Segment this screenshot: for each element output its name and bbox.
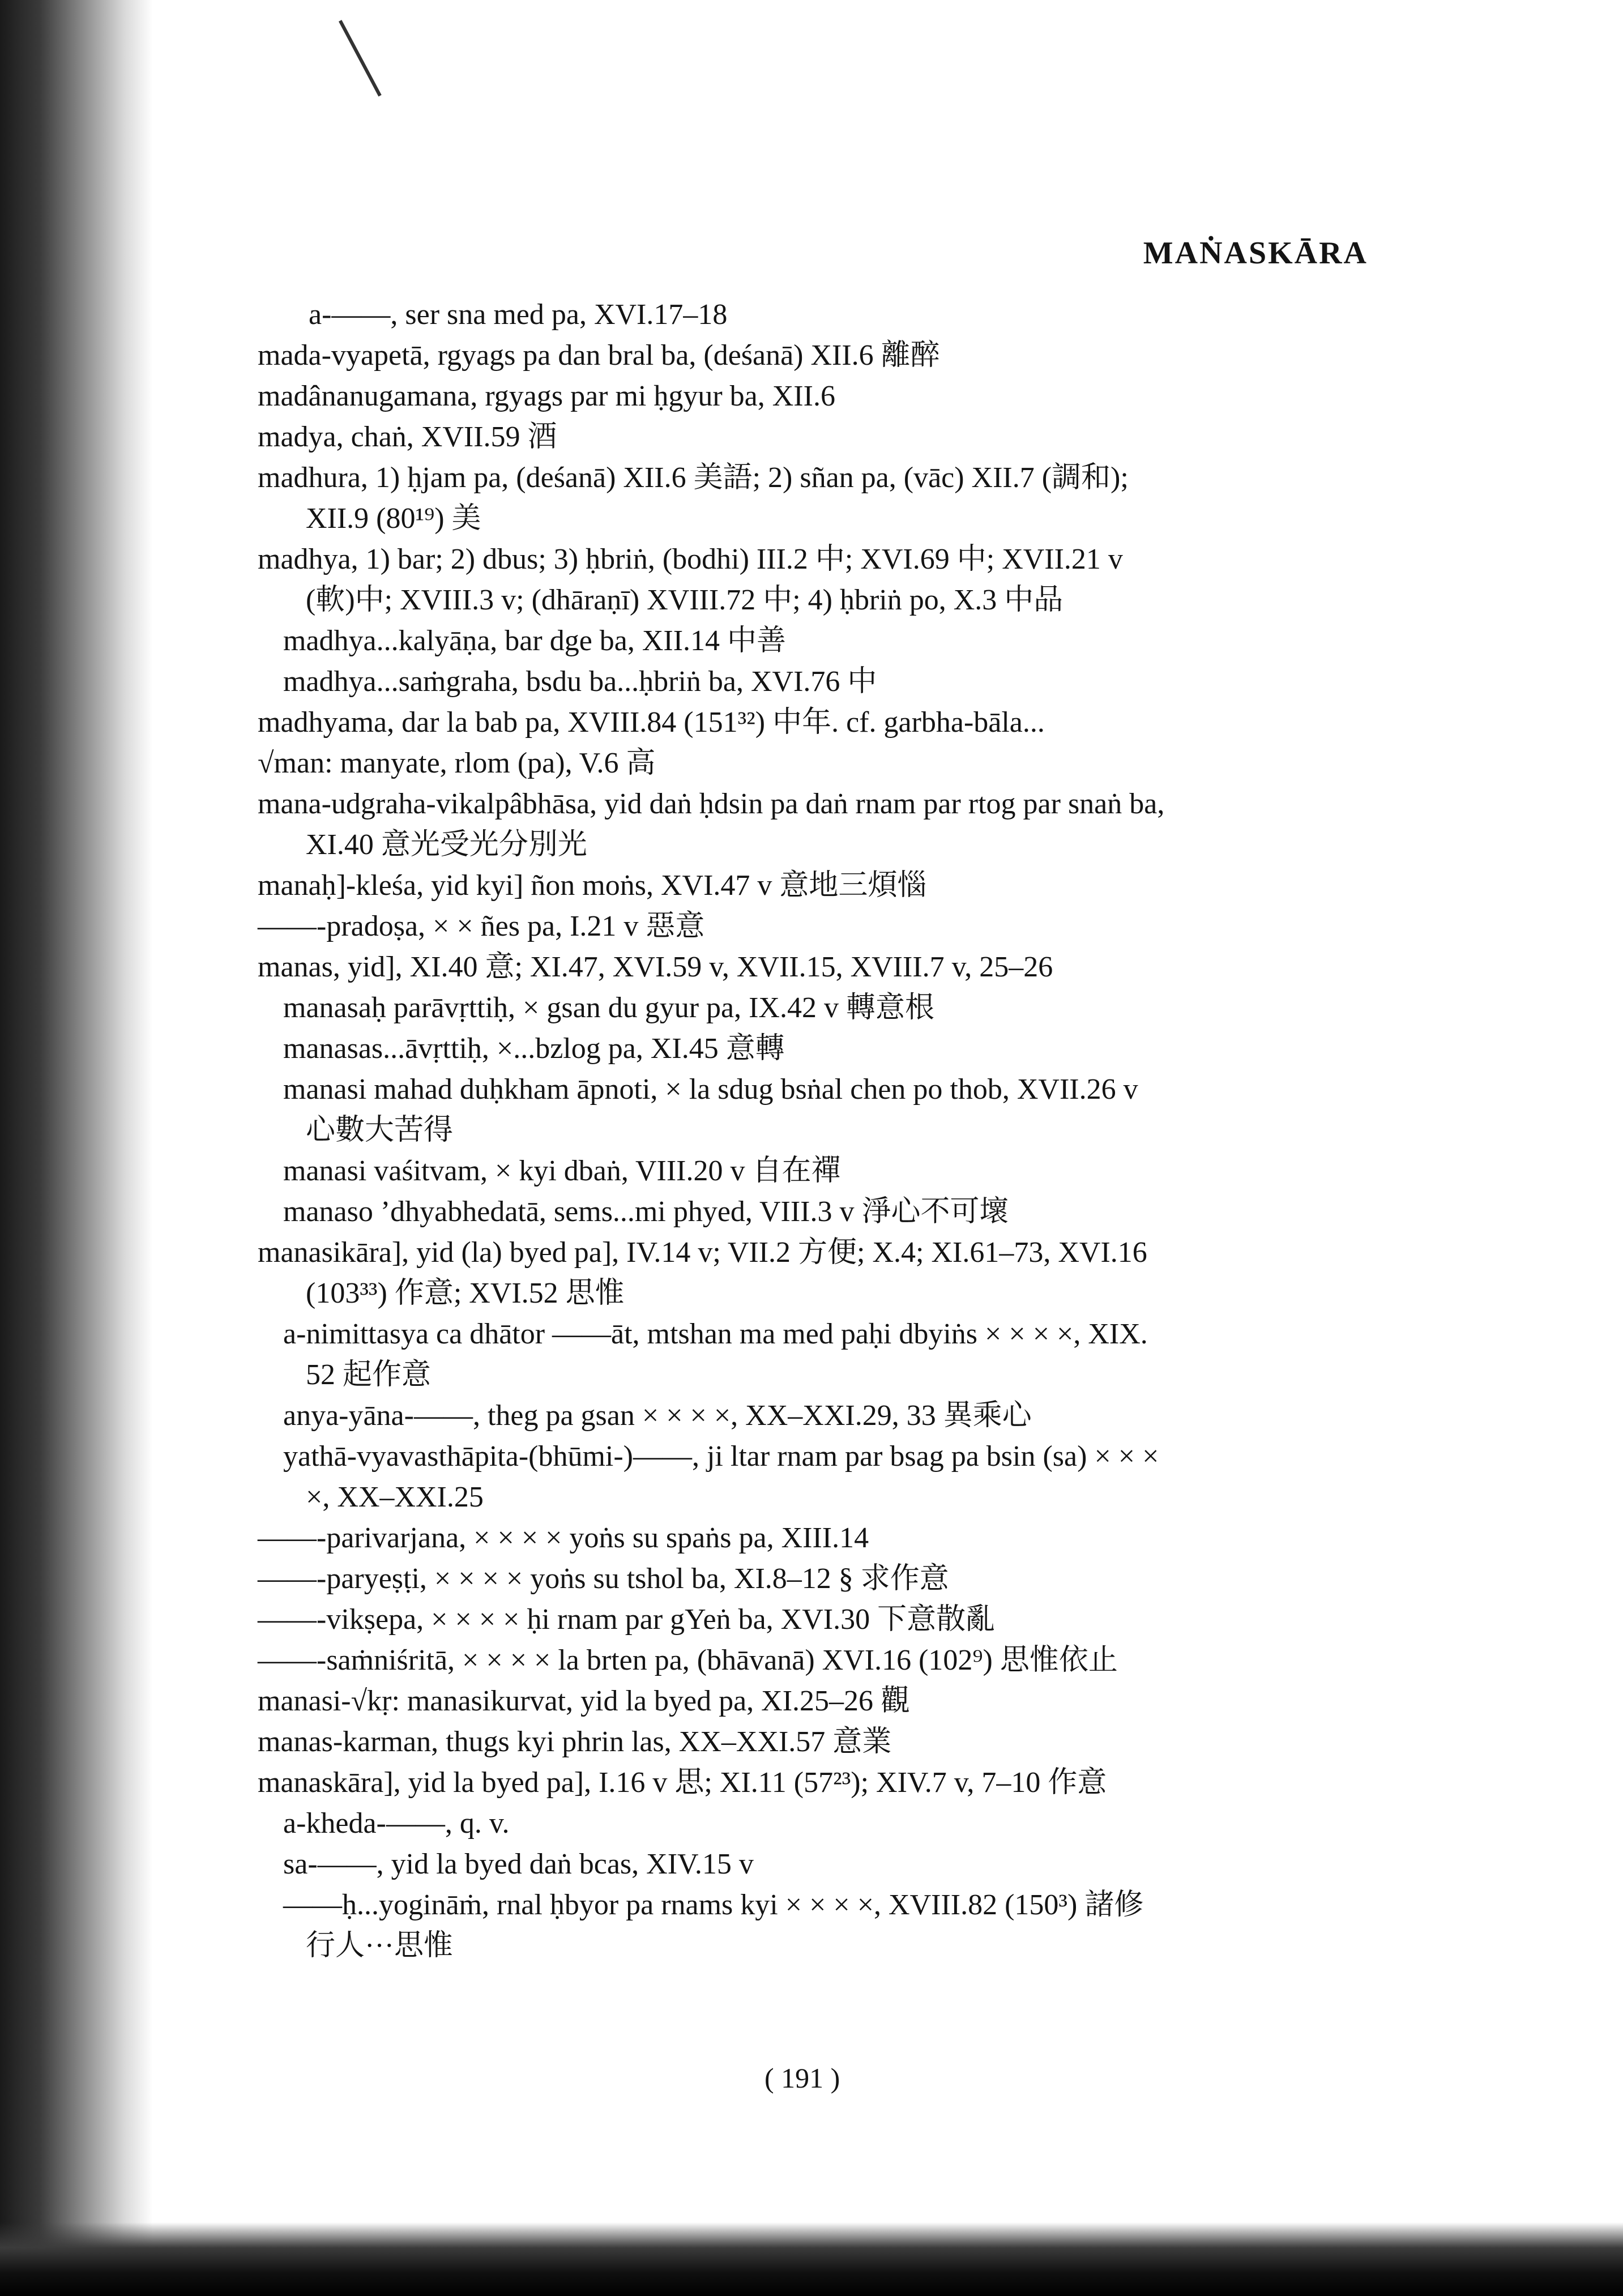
entry-line: manas, yid], XI.40 意; XI.47, XVI.59 v, XVII.15, XVIII.7 v, 25–26: [258, 951, 1053, 983]
entry-line: manas-karman, thugs kyi phrin las, XX–XXI.57 意業: [258, 1726, 892, 1758]
entry-line: manasi vaśitvam, × kyi dbaṅ, VIII.20 v 自在禪: [283, 1155, 841, 1187]
entry-line: (軟)中; XVIII.3 v; (dhāraṇī) XVIII.72 中; 4) ḥbriṅ po, X.3 中品: [306, 584, 1064, 616]
entry-line: ——-paryeṣṭi, × × × × yoṅs su tshol ba, XI.8–12 § 求作意: [258, 1563, 949, 1595]
entry-line: manasi-√kṛ: manasikurvat, yid la byed pa, XI.25–26 觀: [258, 1685, 911, 1717]
dictionary-entries: [258, 295, 1390, 1966]
entry-line: ×, XX–XXI.25: [306, 1481, 484, 1513]
entry-line: a-nimittasya ca dhātor ——āt, mtshan ma med paḥi dbyiṅs × × × ×, XIX.: [283, 1318, 1148, 1350]
entry-line: ——-vikṣepa, × × × × ḥi rnam par gYeṅ ba, XVI.30 下意散亂: [258, 1603, 996, 1636]
entry-line: mada-vyapetā, rgyags pa dan bral ba, (deśanā) XII.6 離醉: [258, 339, 940, 372]
entry-line: ——ḥ...yogināṁ, rnal ḥbyor pa rnams kyi × × × ×, XVIII.82 (150³) 諸修: [283, 1889, 1144, 1921]
entry-line: madhya, 1) bar; 2) dbus; 3) ḥbriṅ, (bodhi) III.2 中; XVI.69 中; XVII.21 v: [258, 543, 1123, 575]
entry-line: √man: manyate, rlom (pa), V.6 高: [258, 747, 656, 779]
entry-line: yathā-vyavasthāpita-(bhūmi-)——, ji ltar rnam par bsag pa bsin (sa) × × ×: [283, 1440, 1159, 1473]
entry-line: a-——, ser sna med pa, XVI.17–18: [309, 298, 728, 331]
entry-line: anya-yāna-——, theg pa gsan × × × ×, XX–XXI.29, 33 異乘心: [283, 1399, 1032, 1432]
entry-line: ——-pradoṣa, × × ñes pa, I.21 v 惡意: [258, 910, 705, 942]
stray-pen-mark: [339, 20, 382, 96]
entry-line: XI.40 意光受光分別光: [306, 829, 587, 861]
entry-line: madhura, 1) ḥjam pa, (deśanā) XII.6 美語; 2) sñan pa, (vāc) XII.7 (調和);: [258, 462, 1129, 494]
entry-line: sa-——, yid la byed daṅ bcas, XIV.15 v: [283, 1848, 754, 1880]
scan-shadow-left: [0, 0, 153, 2296]
entry-line: manaskāra], yid la byed pa], I.16 v 思; XI.11 (57²³); XIV.7 v, 7–10 作意: [258, 1766, 1107, 1799]
entry-line: manasaḥ parāvṛttiḥ, × gsan du gyur pa, IX.42 v 轉意根: [283, 992, 934, 1024]
entry-line: manasas...āvṛttiḥ, ×...bzlog pa, XI.45 意轉: [283, 1032, 785, 1065]
entry-line: madhya...saṁgraha, bsdu ba...ḥbriṅ ba, XVI.76 中: [283, 665, 877, 698]
scan-shadow-bottom: [0, 2222, 1623, 2296]
entry-line: madhya...kalyāṇa, bar dge ba, XII.14 中善: [283, 625, 787, 657]
entry-line: ——-parivarjana, × × × × yoṅs su spaṅs pa, XIII.14: [258, 1522, 869, 1554]
entry-line: manaso ’dhyabhedatā, sems...mi phyed, VIII.3 v 淨心不可壞: [283, 1196, 1009, 1228]
entry-line: madhyama, dar la bab pa, XVIII.84 (151³²) 中年. cf. garbha-bāla...: [258, 706, 1045, 739]
entry-line: 52 起作意: [306, 1359, 432, 1391]
entry-line: 心數大苦得: [306, 1114, 454, 1146]
entry-line: madânanugamana, rgyags par mi ḥgyur ba, XII.6: [258, 380, 835, 412]
entry-line: mana-udgraha-vikalpâbhāsa, yid daṅ ḥdsin pa daṅ rnam par rtog par snaṅ ba,: [258, 788, 1165, 820]
entry-line: manasikāra], yid (la) byed pa], IV.14 v; VII.2 方便; X.4; XI.61–73, XVI.16: [258, 1236, 1147, 1269]
entry-line: a-kheda-——, q. v.: [283, 1807, 510, 1840]
entry-line: XII.9 (80¹⁹) 美: [306, 502, 481, 535]
entry-line: 行人···思惟: [306, 1930, 453, 1962]
page-number: ( 191 ): [764, 2062, 840, 2094]
entry-line: ——-saṁniśritā, × × × × la brten pa, (bhāvanā) XVI.16 (102⁹) 思惟依止: [258, 1644, 1118, 1676]
entry-line: madya, chaṅ, XVII.59 酒: [258, 421, 557, 453]
entry-line: manaḥ]-kleśa, yid kyi] ñon moṅs, XVI.47 v 意地三煩惱: [258, 869, 927, 902]
running-header: MAṄASKĀRA: [1143, 236, 1368, 271]
entry-line: manasi mahad duḥkham āpnoti, × la sdug bsṅal chen po thob, XVII.26 v: [283, 1073, 1138, 1106]
entry-line: (103³³) 作意; XVI.52 思惟: [306, 1277, 625, 1309]
